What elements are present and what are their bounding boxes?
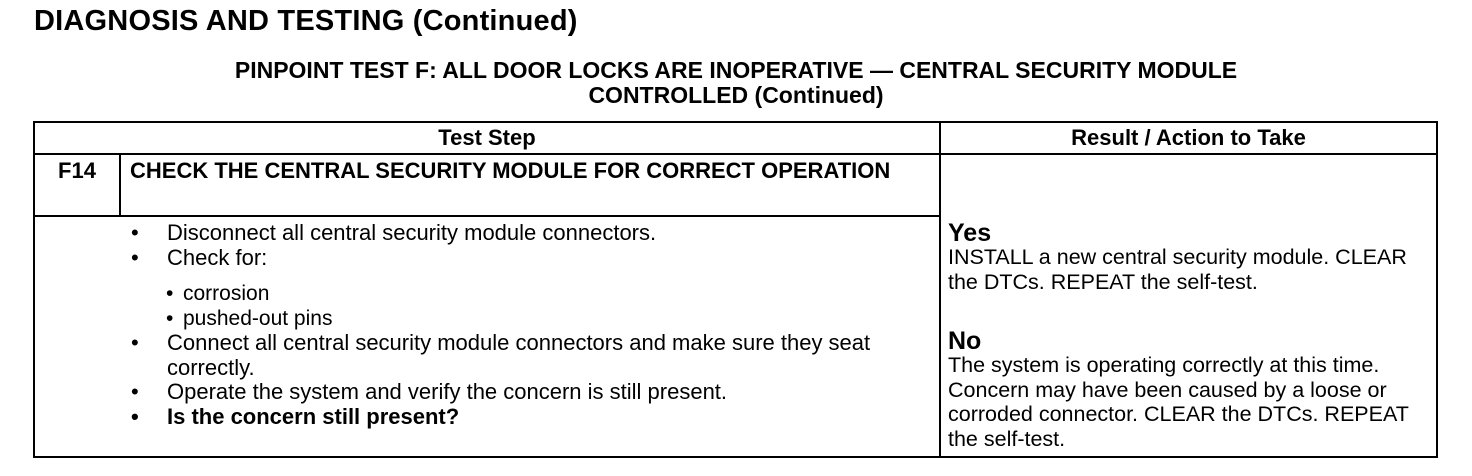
header-divider: [35, 153, 1436, 155]
bullet-icon: •: [166, 306, 174, 330]
sub-list-item: [35, 282, 939, 307]
list-item: [35, 246, 939, 271]
bullet-icon: •: [131, 244, 139, 270]
instruction-text: Operate the system and verify the concern is still present.: [167, 379, 728, 404]
result-yes-text: INSTALL a new central security module. CLEAR the DTCs. REPEAT the self-test.: [948, 245, 1407, 294]
result-no-text: The system is operating correctly at this time. Concern may have been caused by a loose or corroded connector. CLEAR the DTCs. REPEAT the self-test.: [948, 353, 1409, 451]
instruction-text: Connect all central security module connectors and make sure they seat correctly.: [167, 330, 871, 380]
step-title: CHECK THE CENTRAL SECURITY MODULE FOR CORRECT OPERATION: [130, 158, 891, 183]
list-item: [35, 331, 939, 380]
sub-instruction-text: corrosion: [183, 282, 270, 305]
header-test-step: Test Step: [438, 125, 536, 150]
pinpoint-test-table: [33, 121, 1438, 458]
step-title-divider: [35, 215, 939, 217]
step-id-divider: [119, 155, 121, 217]
bullet-icon: •: [131, 330, 139, 355]
header-result-action: Result / Action to Take: [1071, 125, 1306, 150]
result-yes-label: Yes: [948, 219, 992, 247]
column-divider: [939, 123, 941, 458]
step-id: F14: [58, 158, 96, 183]
pinpoint-test-title-line-2: CONTROLLED (Continued): [588, 82, 884, 108]
pinpoint-test-title: [0, 58, 1472, 108]
result-no: [948, 329, 1436, 451]
result-yes: [948, 221, 1436, 294]
list-item: [35, 221, 939, 246]
instruction-text: Check for:: [167, 244, 268, 270]
list-item: [35, 380, 939, 405]
bullet-icon: •: [131, 403, 139, 429]
instruction-question: Is the concern still present?: [167, 403, 460, 429]
test-step-instructions: [35, 221, 939, 429]
sub-instruction-text: pushed-out pins: [183, 306, 333, 330]
result-no-label: No: [948, 327, 982, 355]
bullet-icon: •: [166, 282, 174, 305]
bullet-icon: •: [131, 379, 139, 404]
instruction-text: Disconnect all central security module connectors.: [167, 220, 657, 245]
sub-list-item: [35, 307, 939, 332]
pinpoint-test-title-line-1: PINPOINT TEST F: ALL DOOR LOCKS ARE INOPERATIVE — CENTRAL SECURITY MODULE: [234, 57, 1238, 83]
bullet-icon: •: [131, 220, 139, 245]
page-title: DIAGNOSIS AND TESTING (Continued): [34, 5, 578, 37]
list-item: [35, 405, 939, 430]
